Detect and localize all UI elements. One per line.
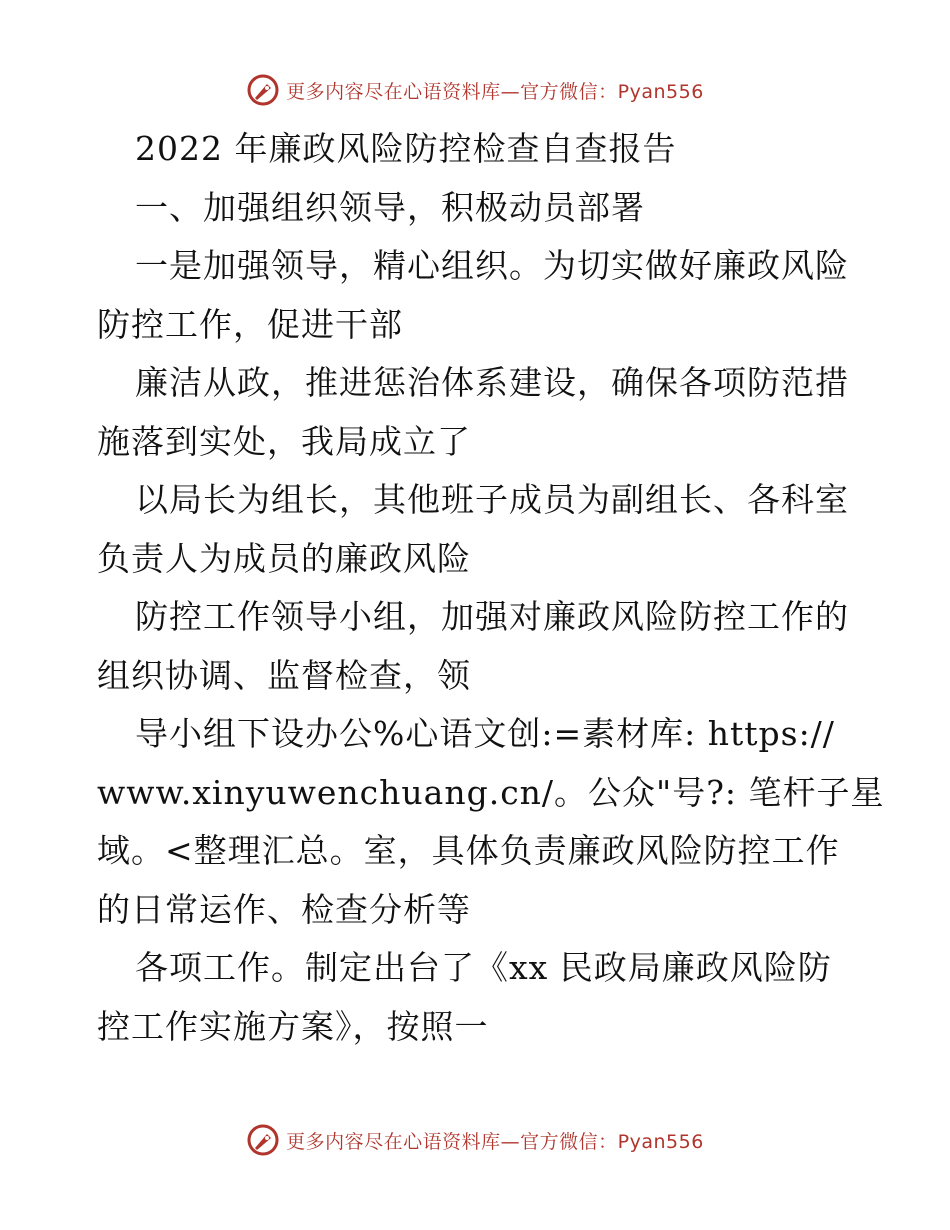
document-body xyxy=(97,120,885,1056)
paragraph-line: 负责人为成员的廉政风险 xyxy=(97,538,471,578)
paragraph-line: 防控工作领导小组，加强对廉政风险防控工作的 xyxy=(135,597,849,636)
header-banner xyxy=(0,70,950,110)
document-title: 2022 年廉政风险防控检查自查报告 xyxy=(135,129,677,168)
paragraph-line: 廉洁从政，推进惩治体系建设，确保各项防范措 xyxy=(135,363,849,402)
paragraph-line: 的日常运作、检查分析等 xyxy=(97,889,471,929)
paragraph-line: www.xinyuwenchuang.cn/。公众"号?: 笔杆子星 xyxy=(97,772,885,812)
paragraph-line: 一是加强领导，精心组织。为切实做好廉政风险 xyxy=(135,246,849,285)
footer-banner xyxy=(0,1120,950,1160)
paragraph-line: 防控工作，促进干部 xyxy=(97,304,403,344)
pen-nib-logo-icon xyxy=(246,73,280,107)
footer-banner-text: 更多内容尽在心语资料库—官方微信：Pyan556 xyxy=(286,1130,704,1153)
paragraph-line: 域。<整理汇总。室，具体负责廉政风险防控工作 xyxy=(97,831,840,870)
section-heading: 一、加强组织领导，积极动员部署 xyxy=(135,187,645,227)
paragraph-line: 导小组下设办公%心语文创:=素材库: https:// xyxy=(135,714,835,753)
paragraph-line: 施落到实处，我局成立了 xyxy=(97,421,471,461)
paragraph-line: 控工作实施方案》，按照一 xyxy=(97,1006,489,1046)
header-banner-text: 更多内容尽在心语资料库—官方微信：Pyan556 xyxy=(286,80,704,103)
paragraph-line: 各项工作。制定出台了《xx 民政局廉政风险防 xyxy=(135,948,832,987)
paragraph-line: 以局长为组长，其他班子成员为副组长、各科室 xyxy=(135,480,849,519)
pen-nib-logo-icon xyxy=(246,1123,280,1157)
paragraph-line: 组织协调、监督检查，领 xyxy=(97,655,471,695)
